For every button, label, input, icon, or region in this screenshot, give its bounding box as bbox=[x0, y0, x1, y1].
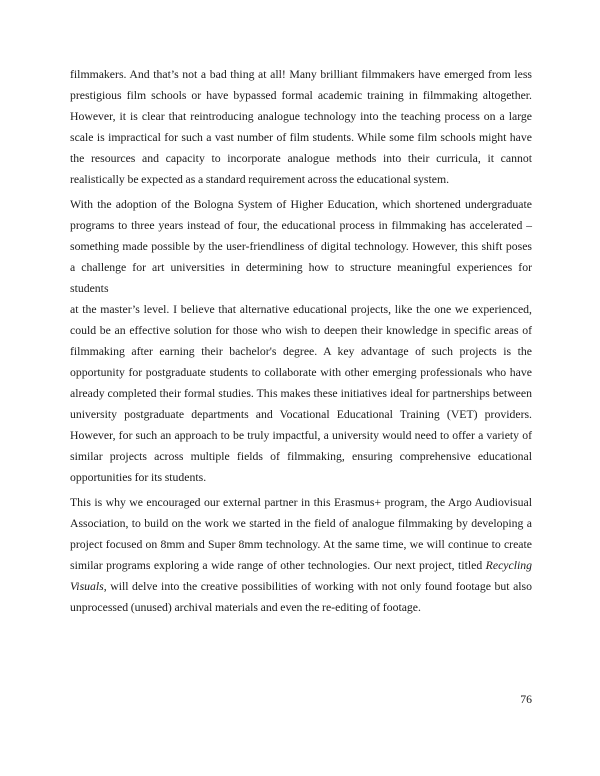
text-line bbox=[70, 404, 532, 425]
text-line bbox=[70, 127, 532, 148]
text-line bbox=[70, 446, 532, 467]
text-run: filmmakers. And that’s not a bad thing at all! Many brilliant filmmakers have emerged from less bbox=[70, 68, 532, 81]
text-run: could be an effective solution for those who wish to deepen their knowledge in specific areas of bbox=[70, 324, 532, 337]
text-line bbox=[70, 362, 532, 383]
text-run: scale is impractical for such a vast number of film students. While some film schools might have bbox=[70, 131, 532, 144]
text-line bbox=[70, 513, 532, 534]
italic-text-run: Visuals bbox=[70, 580, 104, 593]
text-line bbox=[70, 341, 532, 362]
paragraph-1 bbox=[70, 64, 532, 190]
text-run: Association, to build on the work we started in the field of analogue filmmaking by developing a bbox=[70, 517, 532, 530]
text-line bbox=[70, 425, 532, 446]
text-run: This is why we encouraged our external partner in this Erasmus+ program, the Argo Audiovisual bbox=[70, 496, 532, 509]
text-run: , will delve into the creative possibilities of working with not only found footage but also bbox=[103, 580, 532, 593]
text-run: realistically be expected as a standard requirement across the educational system. bbox=[70, 173, 450, 186]
text-line bbox=[70, 299, 532, 320]
paragraph-2 bbox=[70, 194, 532, 488]
page-number: 76 bbox=[520, 693, 532, 706]
text-line bbox=[70, 555, 532, 576]
text-line bbox=[70, 194, 532, 215]
text-line bbox=[70, 576, 532, 597]
text-run: university postgraduate departments and Vocational Educational Training (VET) providers. bbox=[70, 408, 532, 421]
text-run: filmmaking after earning their bachelor's degree. A key advantage of such projects is the bbox=[70, 345, 532, 358]
text-run: However, it is clear that reintroducing analogue technology into the teaching process on a large bbox=[70, 110, 532, 123]
text-run: opportunity for postgraduate students to collaborate with other emerging professionals who have bbox=[70, 366, 532, 379]
text-run: However, for such an approach to be truly impactful, a university would need to offer a variety of bbox=[70, 429, 532, 442]
text-run: programs to three years instead of four, the educational process in filmmaking has accelerated – bbox=[70, 219, 532, 232]
text-run: similar programs exploring a wide range of other technologies. Our next project, titled bbox=[70, 559, 486, 572]
text-line bbox=[70, 215, 532, 236]
text-run: project focused on 8mm and Super 8mm technology. At the same time, we will continue to create bbox=[70, 538, 532, 551]
text-run: similar projects across multiple fields of filmmaking, ensuring comprehensive educational bbox=[70, 450, 532, 463]
text-line bbox=[70, 383, 532, 404]
italic-text-run: Recycling bbox=[485, 559, 532, 572]
text-run: something made possible by the user-friendliness of digital technology. However, this shift poses bbox=[70, 240, 532, 253]
paragraph-3 bbox=[70, 492, 532, 618]
text-run: a challenge for art universities in determining how to structure meaningful experiences for students bbox=[70, 261, 532, 295]
text-line bbox=[70, 534, 532, 555]
text-line bbox=[70, 320, 532, 341]
text-run: opportunities for its students. bbox=[70, 471, 207, 484]
text-run: prestigious film schools or have bypassed formal academic training in filmmaking altogether. bbox=[70, 89, 532, 102]
text-line bbox=[70, 64, 532, 85]
text-line bbox=[70, 236, 532, 257]
text-line bbox=[70, 106, 532, 127]
text-line bbox=[70, 85, 532, 106]
text-line bbox=[70, 492, 532, 513]
text-line bbox=[70, 467, 532, 488]
text-run: With the adoption of the Bologna System of Higher Education, which shortened undergraduate bbox=[70, 198, 532, 211]
text-line bbox=[70, 148, 532, 169]
text-run: unprocessed (unused) archival materials and even the re-editing of footage. bbox=[70, 601, 421, 614]
text-run: at the master’s level. I believe that alternative educational projects, like the one we experienced, bbox=[70, 303, 532, 316]
text-line bbox=[70, 169, 532, 190]
text-line bbox=[70, 257, 532, 299]
text-run: the resources and capacity to incorporate analogue methods into their curricula, it cannot bbox=[70, 152, 532, 165]
document-text-block bbox=[70, 64, 532, 622]
text-line bbox=[70, 597, 532, 618]
text-run: already completed their formal studies. This makes these initiatives ideal for partnerships between bbox=[70, 387, 532, 400]
